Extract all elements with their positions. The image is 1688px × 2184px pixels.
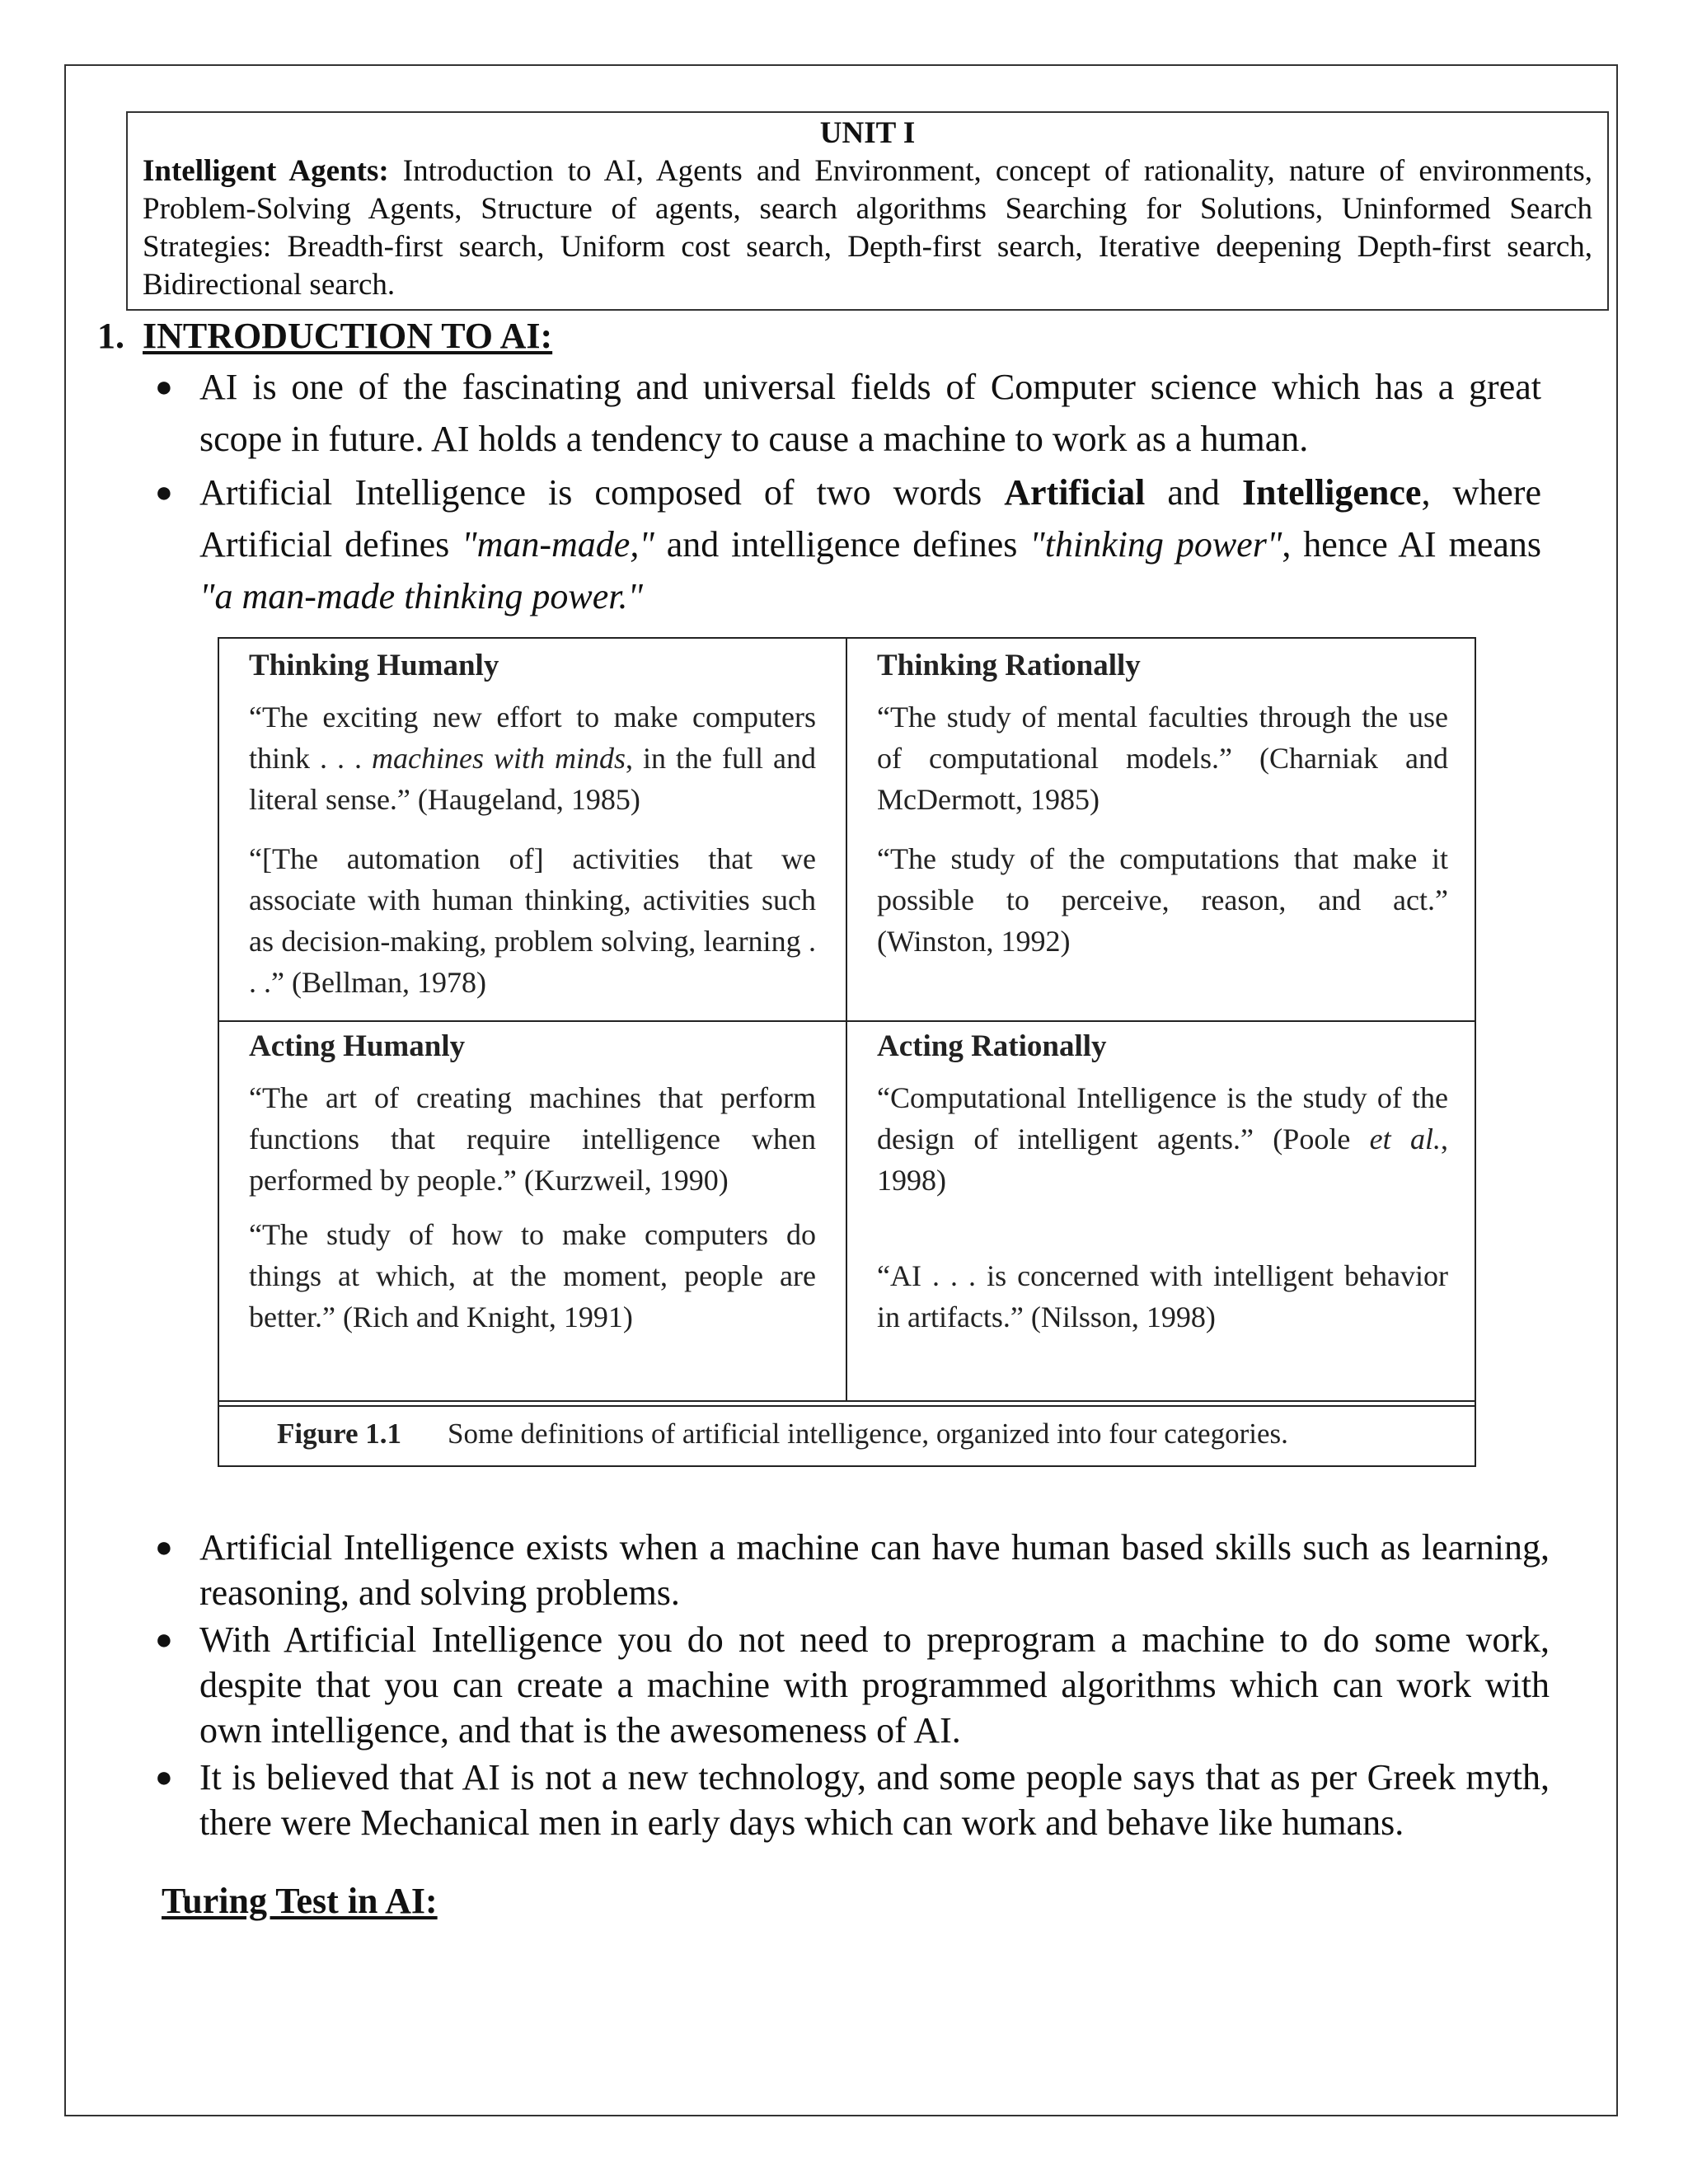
quote: “The study of the computations that make it possible to perceive, reason, and act.” (Winston, 1992): [877, 842, 1448, 958]
unit-syllabus-box: [126, 111, 1609, 311]
quote-text: , in the full and literal sense.” (Haugeland, 1985): [249, 742, 816, 816]
bullet-icon: ●: [155, 370, 173, 403]
bold-term: Artificial: [1004, 472, 1146, 513]
unit-body-text: Introduction to AI, Agents and Environment, concept of rationality, nature of environments, Problem-Solving Agents, Structure of agents, search algorithms Searching for Solutions, Uninformed Search Strategies: Breadth-first search, Uniform cost search, Depth-first search, Iterative deepening Depth-first search, Bidirectional search.: [143, 154, 1592, 302]
bullet-text: and: [1145, 472, 1242, 513]
cell-thinking-rationally: [847, 645, 1478, 962]
cell-heading: Acting Rationally: [877, 1029, 1107, 1063]
quote: “The study of how to make computers do things at which, at the moment, people are better.” (Rich and Knight, 1991): [249, 1218, 816, 1333]
list-item: [148, 361, 1541, 465]
cell-acting-humanly: [219, 1026, 846, 1338]
list-item: [148, 466, 1541, 622]
caption-label: Figure 1.1: [277, 1418, 402, 1450]
caption-divider: [219, 1400, 1475, 1402]
ai-bullet-list: [148, 1525, 1550, 1847]
italic-term: "man-made,": [462, 524, 654, 565]
quote: “[The automation of] activities that we associate with human thinking, activities such as decision-making, problem solving, learning . . .” (Bellman, 1978): [249, 842, 816, 999]
list-item: [148, 1525, 1550, 1615]
quote: “The art of creating machines that perform functions that require intelligence when performed by people.” (Kurzweil, 1990): [249, 1081, 816, 1197]
list-item: [148, 1617, 1550, 1753]
quote: “The study of mental faculties through the use of computational models.” (Charniak and McDermott, 1985): [877, 701, 1448, 816]
turing-test-heading: Turing Test in AI:: [162, 1881, 438, 1921]
grid-divider: [219, 1020, 1475, 1022]
cell-thinking-humanly: [219, 645, 846, 1003]
list-item: [148, 1755, 1550, 1845]
quote-text: “The exciting new effort to make computers think . . .: [249, 701, 816, 775]
bullet-icon: ●: [155, 1530, 173, 1563]
bullet-text: , where Artificial defines: [199, 472, 1541, 565]
bullet-text: Artificial Intelligence is composed of two words: [199, 472, 1005, 513]
bullet-text: and intelligence defines: [654, 524, 1030, 565]
cell-acting-rationally: [847, 1026, 1478, 1338]
section-number: 1.: [97, 316, 124, 356]
quote-text: “Computational Intelligence is the study of the design of intelligent agents.” (Poole: [877, 1081, 1448, 1155]
bullet-text: It is believed that AI is not a new technology, and some people says that as per Greek myth, there were Mechanical men in early days which can work and behave like humans.: [199, 1757, 1550, 1843]
quote-italic: machines with minds: [372, 742, 626, 775]
quote-text: , 1998): [877, 1122, 1448, 1197]
unit-description: [143, 152, 1592, 304]
quote: “AI . . . is concerned with intelligent behavior in artifacts.” (Nilsson, 1998): [877, 1259, 1448, 1333]
unit-lead: Intelligent Agents:: [143, 154, 389, 188]
section-heading: [97, 312, 552, 361]
figure-grid: [219, 639, 1475, 1402]
caption-divider: [219, 1405, 1475, 1407]
cell-heading: Thinking Rationally: [877, 649, 1141, 682]
figure-ai-definitions: [218, 637, 1476, 1467]
quote: [877, 1077, 1448, 1201]
caption-text: Some definitions of artificial intelligence, organized into four categories.: [448, 1418, 1288, 1450]
bullet-icon: ●: [155, 1623, 173, 1656]
bullet-text: Artificial Intelligence exists when a machine can have human based skills such as learning, reasoning, and solving problems.: [199, 1527, 1550, 1613]
section-title: INTRODUCTION TO AI:: [143, 316, 553, 356]
bullet-icon: ●: [155, 1760, 173, 1793]
quote-italic: et al.: [1369, 1122, 1441, 1155]
bullet-text: AI is one of the fascinating and universal fields of Computer science which has a great scope in future. AI holds a tendency to cause a machine to work as a human.: [199, 367, 1541, 459]
quote: [249, 696, 816, 820]
bullet-icon: ●: [155, 476, 173, 509]
italic-term: "thinking power": [1029, 524, 1282, 565]
bullet-text: With Artificial Intelligence you do not need to preprogram a machine to do some work, despite that you can create a machine with programmed algorithms which can work with own intelligence, and that is the awesomeness of AI.: [199, 1619, 1550, 1750]
figure-caption: [277, 1413, 1288, 1455]
bold-term: Intelligence: [1241, 472, 1422, 513]
cell-heading: Acting Humanly: [249, 1029, 466, 1063]
unit-title: UNIT I: [819, 116, 916, 150]
intro-bullet-list: [148, 361, 1541, 624]
bullet-text: , hence AI means: [1282, 524, 1542, 565]
italic-term: "a man-made thinking power.": [199, 576, 644, 616]
cell-heading: Thinking Humanly: [249, 649, 499, 682]
